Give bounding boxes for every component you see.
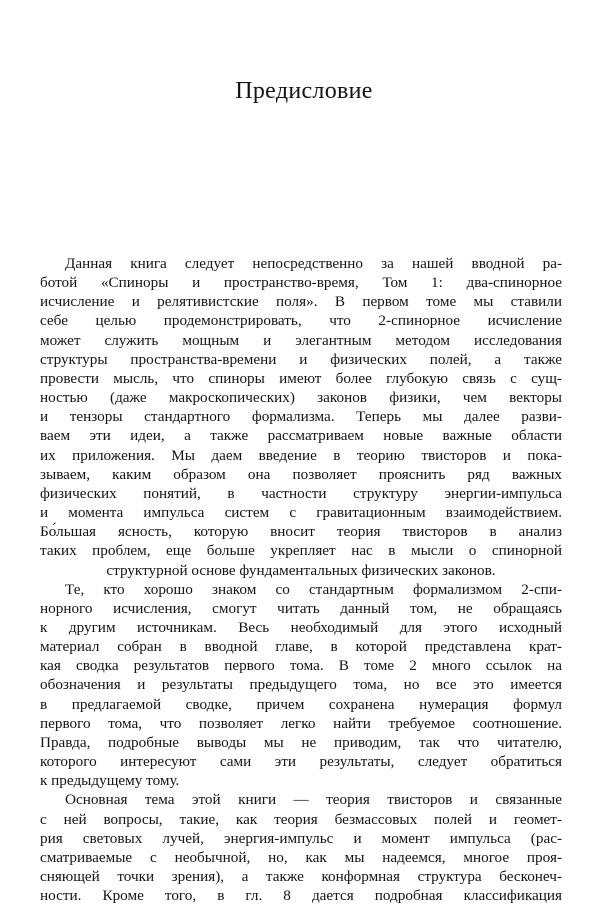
text-line: сматриваемые с необычной, но, как мы надеемся, многое проя- [40, 848, 562, 866]
text-line: к другим источникам. Весь необходимый для этого исходный [40, 618, 562, 636]
text-line: и тензоры стандартного формализма. Теперь мы далее разви- [40, 408, 562, 426]
text-line: структуры пространства-времени и физических полей, а также [40, 350, 562, 368]
text-line: в предлагаемой сводке, причем сохранена нумерация формул [40, 695, 562, 713]
text-line: Данная книга следует непосредственно за нашей вводной ра- [65, 255, 562, 272]
text-line: кая сводка результатов первого тома. В томе 2 много ссылок на [40, 657, 562, 675]
text-line: Бо́льшая ясность, которую вносит теория твисторов в анализ [40, 523, 562, 541]
text-line: может служить мощным и элегантным методом исследования [40, 331, 562, 349]
text-line: с ней вопросы, такие, как теория безмассовых полей и геомет- [40, 810, 562, 828]
text-line: структурной основе фундаментальных физических законов. [106, 561, 496, 579]
text-line: к предыдущему тому. [40, 772, 180, 790]
page-title: Предисловие [235, 78, 373, 104]
text-line: материал собран в вводной главе, в которой представлена крат- [40, 638, 562, 656]
text-line: которого интересуют сами эти результаты, следует обратиться [40, 753, 562, 771]
text-line: провести мысль, что спиноры имеют более глубокую связь с сущ- [40, 369, 562, 387]
text-line: исчисление и релятивистские поля». В первом томе мы ставили [40, 293, 562, 311]
text-line: таких проблем, еще больше укрепляет нас в мысли о спинорной [40, 542, 562, 560]
text-line: норного исчисления, смогут читать данный том, не обращаясь [40, 599, 562, 617]
text-line: ботой «Спиноры и пространство-время, Том 1: два-спинорное [40, 274, 562, 292]
text-line: их приложения. Мы даем введение в теорию твисторов и пока- [40, 446, 562, 464]
text-line: сняющей точки зрения), а также конформная структура бесконеч- [40, 868, 562, 885]
text-line: себе целью продемонстрировать, что 2-спинорное исчисление [40, 312, 562, 330]
text-line: ности. Кроме того, в гл. 8 дается подробная классификация [40, 887, 562, 905]
text-line: ваем эти идеи, а также рассматриваем новые важные области [40, 427, 562, 445]
text-line: обозначения и результаты предыдущего тома, но все это имеется [40, 676, 562, 694]
text-line: Основная тема этой книги — теория твисторов и связанные [65, 791, 562, 809]
text-line: первого тома, что позволяет легко найти требуемое соотношение. [40, 714, 562, 732]
preface-text [40, 254, 562, 905]
text-line: ностью (даже макроскопических) законов физики, чем векторы [40, 389, 562, 407]
text-line: физических понятий, в частности структуру энергии-импульса [40, 484, 562, 502]
text-line: рия световых лучей, энергия-импульс и момент импульса (рас- [40, 829, 562, 847]
text-line: и момента импульса систем с гравитационным взаимодействием. [40, 504, 562, 522]
text-line: Правда, подробные выводы мы не приводим, так что читателю, [40, 733, 562, 751]
text-line: зываем, каким образом она позволяет прояснить ряд важных [40, 465, 562, 483]
text-line: Те, кто хорошо знаком со стандартным формализмом 2-спи- [65, 580, 562, 598]
